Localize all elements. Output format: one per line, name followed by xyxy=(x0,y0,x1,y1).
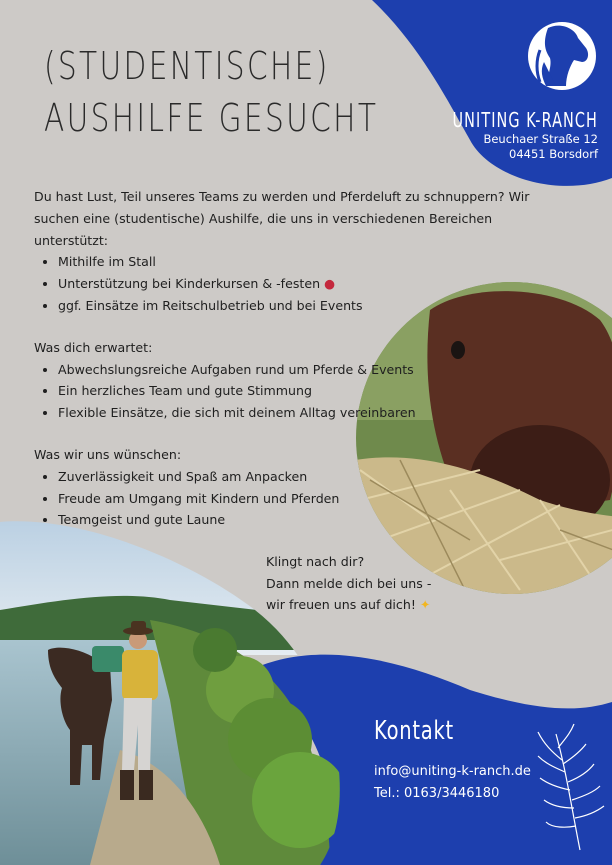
list-item xyxy=(58,273,554,295)
cta-line-2: Dann melde dich bei uns - xyxy=(266,575,432,591)
contact-phone[interactable]: Tel.: 0163/3446180 xyxy=(374,786,500,801)
call-to-action xyxy=(266,551,431,616)
strawberry-icon: ● xyxy=(324,276,336,292)
brand-street: Beuchaer Straße 12 xyxy=(483,132,598,146)
list-item: • ggf. Einsätze im Reitschulbetrieb und bei Events xyxy=(58,295,554,317)
title-line-2: AUSHILFE GESUCHT xyxy=(44,96,379,140)
page-title xyxy=(44,40,378,144)
list-item: • Mithilfe im Stall xyxy=(58,251,554,273)
list-item-text: Unterstützung bei Kinderkursen & -festen xyxy=(58,276,321,292)
intro-paragraph: Du hast Lust, Teil unseres Teams zu werden und Pferdeluft zu schnuppern? Wir suchen eine (studentische) Aushilfe, die uns in verschiedenen Bereichen unterstützt: xyxy=(34,189,530,248)
wishes-heading: Was wir uns wünschen: xyxy=(34,446,182,462)
expect-heading: Was dich erwartet: xyxy=(34,339,153,355)
logo-horse-icon xyxy=(528,22,596,90)
contact-heading: Kontakt xyxy=(374,716,454,746)
list-item: • Zuverlässigkeit und Spaß am Anpacken xyxy=(58,466,554,488)
title-line-1: (STUDENTISCHE) xyxy=(44,44,330,88)
list-item: • Ein herzliches Team und gute Stimmung xyxy=(58,380,554,402)
contact-email[interactable]: info@uniting-k-ranch.de xyxy=(374,764,531,779)
main-text xyxy=(34,186,554,531)
brand-block xyxy=(396,108,598,162)
sparkle-icon: ✦ xyxy=(419,597,431,612)
tasks-list xyxy=(34,251,554,316)
brand-city: 04451 Borsdorf xyxy=(509,147,598,161)
wishes-list xyxy=(34,466,554,531)
cta-line-3: wir freuen uns auf dich! ✦ xyxy=(266,597,431,612)
expect-list xyxy=(34,359,554,424)
brand-name: UNITING K-RANCH xyxy=(452,108,598,132)
list-item: • Freude am Umgang mit Kindern und Pferden xyxy=(58,488,554,510)
list-item: • Teamgeist und gute Laune xyxy=(58,509,554,531)
cta-line-1: Klingt nach dir? xyxy=(266,554,365,569)
list-item: • Flexible Einsätze, die sich mit deinem Alltag vereinbaren xyxy=(58,402,554,424)
list-item: • Abwechslungsreiche Aufgaben rund um Pferde & Events xyxy=(58,359,554,381)
